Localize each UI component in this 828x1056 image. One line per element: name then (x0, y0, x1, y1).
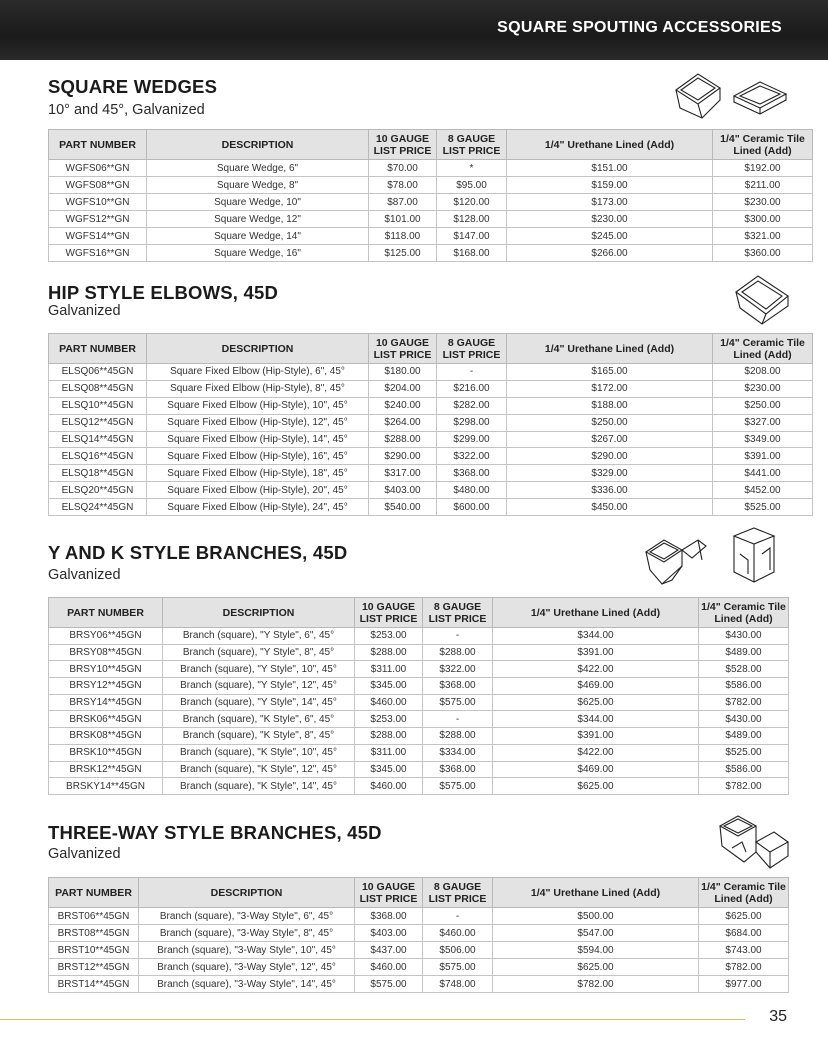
cell-ceramic-add: $782.00 (699, 778, 789, 795)
col-header-line: Lined (Add) (733, 348, 792, 361)
cell-part-number: ELSQ08**45GN (49, 380, 147, 397)
col-header-line: Lined (Add) (714, 612, 773, 625)
cell-ceramic-add: $230.00 (713, 194, 813, 211)
cell-description: Square Wedge, 16" (147, 245, 369, 262)
banner-title: SQUARE SPOUTING ACCESSORIES (497, 19, 782, 36)
table-row (49, 661, 789, 678)
cell-urethane-add: $625.00 (493, 959, 699, 976)
cell-8-gauge-price: $506.00 (423, 942, 493, 959)
col-header-10-gauge (355, 878, 423, 908)
col-header-line: LIST PRICE (442, 348, 501, 361)
col-header-8-gauge (437, 130, 507, 160)
table-header-row (49, 598, 789, 628)
cell-10-gauge-price: $460.00 (355, 694, 423, 711)
col-header-line: LIST PRICE (359, 892, 418, 905)
cell-ceramic-add: $391.00 (713, 448, 813, 465)
table-row (49, 177, 813, 194)
table-row (49, 364, 813, 381)
cell-part-number: WGFS06**GN (49, 160, 147, 177)
cell-ceramic-add: $211.00 (713, 177, 813, 194)
table-row (49, 959, 789, 976)
cell-8-gauge-price: $368.00 (437, 465, 507, 482)
col-header-line: Lined (Add) (714, 892, 773, 905)
cell-description: Square Fixed Elbow (Hip-Style), 24", 45° (147, 499, 369, 516)
cell-ceramic-add: $525.00 (713, 499, 813, 516)
cell-urethane-add: $172.00 (507, 380, 713, 397)
cell-urethane-add: $344.00 (493, 711, 699, 728)
price-table (48, 333, 813, 516)
table-row (49, 465, 813, 482)
cell-description: Branch (square), "Y Style", 6", 45° (163, 628, 355, 645)
cell-ceramic-add: $489.00 (699, 644, 789, 661)
cell-ceramic-add: $977.00 (699, 976, 789, 993)
three-way-branch-illustration-icon (716, 812, 792, 874)
table-header-row (49, 130, 813, 160)
cell-8-gauge-price: - (437, 364, 507, 381)
cell-urethane-add: $188.00 (507, 397, 713, 414)
table-row (49, 976, 789, 993)
cell-description: Square Wedge, 10" (147, 194, 369, 211)
cell-10-gauge-price: $118.00 (369, 228, 437, 245)
col-header-description: DESCRIPTION (163, 598, 355, 628)
cell-part-number: ELSQ18**45GN (49, 465, 147, 482)
table-row (49, 245, 813, 262)
table-row (49, 942, 789, 959)
col-header-line: 1/4" Ceramic Tile (701, 880, 786, 893)
table-row (49, 908, 789, 925)
cell-10-gauge-price: $288.00 (355, 644, 423, 661)
cell-description: Square Wedge, 6" (147, 160, 369, 177)
cell-8-gauge-price: $216.00 (437, 380, 507, 397)
cell-ceramic-add: $489.00 (699, 728, 789, 745)
cell-description: Square Wedge, 12" (147, 211, 369, 228)
section-hip-style-elbows (48, 282, 805, 517)
cell-part-number: BRSK12**45GN (49, 761, 163, 778)
cell-urethane-add: $344.00 (493, 628, 699, 645)
col-header-urethane: 1/4" Urethane Lined (Add) (493, 878, 699, 908)
cell-8-gauge-price: * (437, 160, 507, 177)
cell-part-number: BRSY06**45GN (49, 628, 163, 645)
cell-urethane-add: $329.00 (507, 465, 713, 482)
cell-urethane-add: $230.00 (507, 211, 713, 228)
cell-ceramic-add: $586.00 (699, 678, 789, 695)
cell-ceramic-add: $360.00 (713, 245, 813, 262)
page-number: 35 (769, 1008, 787, 1025)
cell-part-number: ELSQ24**45GN (49, 499, 147, 516)
cell-8-gauge-price: - (423, 908, 493, 925)
cell-10-gauge-price: $204.00 (369, 380, 437, 397)
cell-description: Square Fixed Elbow (Hip-Style), 16", 45° (147, 448, 369, 465)
cell-description: Square Fixed Elbow (Hip-Style), 8", 45° (147, 380, 369, 397)
cell-8-gauge-price: $299.00 (437, 431, 507, 448)
cell-10-gauge-price: $101.00 (369, 211, 437, 228)
cell-part-number: BRSY12**45GN (49, 678, 163, 695)
cell-8-gauge-price: $168.00 (437, 245, 507, 262)
cell-8-gauge-price: $128.00 (437, 211, 507, 228)
section-subtitle: Galvanized (48, 567, 121, 583)
cell-ceramic-add: $684.00 (699, 925, 789, 942)
cell-ceramic-add: $625.00 (699, 908, 789, 925)
page-header-banner (0, 0, 828, 60)
cell-part-number: ELSQ14**45GN (49, 431, 147, 448)
table-row (49, 711, 789, 728)
cell-part-number: WGFS12**GN (49, 211, 147, 228)
cell-part-number: ELSQ12**45GN (49, 414, 147, 431)
cell-ceramic-add: $430.00 (699, 711, 789, 728)
cell-urethane-add: $625.00 (493, 778, 699, 795)
cell-part-number: BRSK10**45GN (49, 744, 163, 761)
cell-urethane-add: $267.00 (507, 431, 713, 448)
cell-description: Square Fixed Elbow (Hip-Style), 12", 45° (147, 414, 369, 431)
cell-10-gauge-price: $345.00 (355, 678, 423, 695)
cell-ceramic-add: $300.00 (713, 211, 813, 228)
col-header-ceramic (699, 598, 789, 628)
cell-part-number: BRSY08**45GN (49, 644, 163, 661)
cell-description: Branch (square), "K Style", 8", 45° (163, 728, 355, 745)
cell-urethane-add: $290.00 (507, 448, 713, 465)
cell-description: Square Fixed Elbow (Hip-Style), 14", 45° (147, 431, 369, 448)
cell-ceramic-add: $321.00 (713, 228, 813, 245)
table-row (49, 448, 813, 465)
col-header-line: 10 GAUGE (375, 132, 430, 145)
col-header-line: LIST PRICE (359, 612, 418, 625)
cell-ceramic-add: $743.00 (699, 942, 789, 959)
cell-urethane-add: $782.00 (493, 976, 699, 993)
cell-8-gauge-price: $575.00 (423, 778, 493, 795)
cell-urethane-add: $266.00 (507, 245, 713, 262)
col-header-line: 1/4" Ceramic Tile (701, 600, 786, 613)
cell-part-number: BRSK08**45GN (49, 728, 163, 745)
cell-part-number: WGFS16**GN (49, 245, 147, 262)
cell-10-gauge-price: $78.00 (369, 177, 437, 194)
hip-elbow-illustration-icon (732, 272, 792, 326)
col-header-line: 8 GAUGE (433, 600, 482, 613)
col-header-line: 10 GAUGE (375, 336, 430, 349)
cell-part-number: WGFS14**GN (49, 228, 147, 245)
cell-8-gauge-price: $480.00 (437, 482, 507, 499)
cell-8-gauge-price: $575.00 (423, 694, 493, 711)
cell-8-gauge-price: $147.00 (437, 228, 507, 245)
cell-description: Branch (square), "3-Way Style", 8", 45° (139, 925, 355, 942)
cell-description: Square Fixed Elbow (Hip-Style), 10", 45° (147, 397, 369, 414)
table-row (49, 211, 813, 228)
cell-description: Square Fixed Elbow (Hip-Style), 6", 45° (147, 364, 369, 381)
col-header-line: 1/4" Ceramic Tile (720, 336, 805, 349)
col-header-8-gauge (423, 878, 493, 908)
price-table (48, 597, 789, 795)
section-title: HIP STYLE ELBOWS, 45D (48, 282, 279, 303)
cell-description: Branch (square), "Y Style", 14", 45° (163, 694, 355, 711)
cell-urethane-add: $469.00 (493, 761, 699, 778)
col-header-8-gauge (437, 334, 507, 364)
cell-urethane-add: $391.00 (493, 728, 699, 745)
cell-urethane-add: $594.00 (493, 942, 699, 959)
table-row (49, 380, 813, 397)
cell-10-gauge-price: $403.00 (355, 925, 423, 942)
y-k-branch-illustration-icon (636, 524, 792, 594)
table-row (49, 744, 789, 761)
cell-urethane-add: $245.00 (507, 228, 713, 245)
cell-8-gauge-price: $322.00 (423, 661, 493, 678)
cell-8-gauge-price: $334.00 (423, 744, 493, 761)
table-row (49, 694, 789, 711)
table-row (49, 499, 813, 516)
table-row (49, 397, 813, 414)
col-header-description: DESCRIPTION (139, 878, 355, 908)
cell-urethane-add: $391.00 (493, 644, 699, 661)
cell-part-number: BRST10**45GN (49, 942, 139, 959)
cell-urethane-add: $422.00 (493, 661, 699, 678)
cell-ceramic-add: $192.00 (713, 160, 813, 177)
cell-part-number: BRSK06**45GN (49, 711, 163, 728)
cell-part-number: BRSY14**45GN (49, 694, 163, 711)
table-header-row (49, 334, 813, 364)
cell-10-gauge-price: $403.00 (369, 482, 437, 499)
cell-ceramic-add: $349.00 (713, 431, 813, 448)
cell-part-number: BRSY10**45GN (49, 661, 163, 678)
table-row (49, 228, 813, 245)
section-subtitle: Galvanized (48, 846, 121, 862)
section-subtitle: Galvanized (48, 303, 121, 319)
cell-description: Branch (square), "3-Way Style", 6", 45° (139, 908, 355, 925)
col-header-part-number: PART NUMBER (49, 598, 163, 628)
cell-part-number: BRST06**45GN (49, 908, 139, 925)
section-title: THREE-WAY STYLE BRANCHES, 45D (48, 822, 382, 843)
table-row (49, 194, 813, 211)
cell-part-number: WGFS10**GN (49, 194, 147, 211)
cell-ceramic-add: $528.00 (699, 661, 789, 678)
col-header-10-gauge (355, 598, 423, 628)
cell-part-number: ELSQ06**45GN (49, 364, 147, 381)
col-header-line: LIST PRICE (428, 612, 487, 625)
cell-urethane-add: $336.00 (507, 482, 713, 499)
price-table (48, 129, 813, 262)
cell-8-gauge-price: $288.00 (423, 644, 493, 661)
cell-description: Branch (square), "Y Style", 12", 45° (163, 678, 355, 695)
cell-8-gauge-price: $95.00 (437, 177, 507, 194)
table-row (49, 728, 789, 745)
cell-ceramic-add: $250.00 (713, 397, 813, 414)
cell-10-gauge-price: $288.00 (355, 728, 423, 745)
cell-10-gauge-price: $125.00 (369, 245, 437, 262)
cell-part-number: ELSQ16**45GN (49, 448, 147, 465)
cell-10-gauge-price: $368.00 (355, 908, 423, 925)
col-header-line: 8 GAUGE (447, 132, 496, 145)
cell-description: Square Wedge, 14" (147, 228, 369, 245)
cell-urethane-add: $500.00 (493, 908, 699, 925)
col-header-ceramic (713, 130, 813, 160)
cell-part-number: ELSQ20**45GN (49, 482, 147, 499)
col-header-part-number: PART NUMBER (49, 878, 139, 908)
table-row (49, 678, 789, 695)
cell-description: Branch (square), "K Style", 14", 45° (163, 778, 355, 795)
cell-description: Branch (square), "3-Way Style", 14", 45° (139, 976, 355, 993)
col-header-line: 10 GAUGE (361, 880, 416, 893)
col-header-line: 8 GAUGE (433, 880, 482, 893)
footer-rule (0, 1019, 745, 1020)
cell-ceramic-add: $327.00 (713, 414, 813, 431)
col-header-10-gauge (369, 130, 437, 160)
cell-urethane-add: $165.00 (507, 364, 713, 381)
cell-description: Branch (square), "3-Way Style", 12", 45° (139, 959, 355, 976)
col-header-line: LIST PRICE (428, 892, 487, 905)
col-header-urethane: 1/4" Urethane Lined (Add) (507, 334, 713, 364)
cell-10-gauge-price: $288.00 (369, 431, 437, 448)
section-subtitle: 10° and 45°, Galvanized (48, 102, 205, 118)
table-row (49, 414, 813, 431)
cell-10-gauge-price: $253.00 (355, 711, 423, 728)
cell-urethane-add: $159.00 (507, 177, 713, 194)
col-header-part-number: PART NUMBER (49, 130, 147, 160)
col-header-line: 1/4" Ceramic Tile (720, 132, 805, 145)
cell-ceramic-add: $452.00 (713, 482, 813, 499)
table-header-row (49, 878, 789, 908)
col-header-line: 8 GAUGE (447, 336, 496, 349)
cell-urethane-add: $547.00 (493, 925, 699, 942)
col-header-urethane: 1/4" Urethane Lined (Add) (507, 130, 713, 160)
col-header-description: DESCRIPTION (147, 130, 369, 160)
cell-urethane-add: $625.00 (493, 694, 699, 711)
col-header-part-number: PART NUMBER (49, 334, 147, 364)
table-row (49, 925, 789, 942)
table-row (49, 482, 813, 499)
cell-8-gauge-price: $120.00 (437, 194, 507, 211)
cell-10-gauge-price: $311.00 (355, 744, 423, 761)
cell-8-gauge-price: $298.00 (437, 414, 507, 431)
cell-8-gauge-price: $368.00 (423, 761, 493, 778)
cell-10-gauge-price: $460.00 (355, 959, 423, 976)
cell-urethane-add: $250.00 (507, 414, 713, 431)
cell-8-gauge-price: $600.00 (437, 499, 507, 516)
price-table (48, 877, 789, 993)
col-header-ceramic (713, 334, 813, 364)
cell-8-gauge-price: $282.00 (437, 397, 507, 414)
cell-10-gauge-price: $253.00 (355, 628, 423, 645)
cell-ceramic-add: $230.00 (713, 380, 813, 397)
cell-urethane-add: $469.00 (493, 678, 699, 695)
cell-ceramic-add: $782.00 (699, 959, 789, 976)
cell-8-gauge-price: $575.00 (423, 959, 493, 976)
cell-part-number: BRSKY14**45GN (49, 778, 163, 795)
cell-10-gauge-price: $437.00 (355, 942, 423, 959)
table-row (49, 431, 813, 448)
cell-description: Branch (square), "3-Way Style", 10", 45° (139, 942, 355, 959)
cell-urethane-add: $173.00 (507, 194, 713, 211)
cell-10-gauge-price: $290.00 (369, 448, 437, 465)
cell-description: Square Fixed Elbow (Hip-Style), 20", 45° (147, 482, 369, 499)
cell-8-gauge-price: - (423, 628, 493, 645)
col-header-ceramic (699, 878, 789, 908)
cell-part-number: ELSQ10**45GN (49, 397, 147, 414)
col-header-line: LIST PRICE (373, 348, 432, 361)
cell-10-gauge-price: $317.00 (369, 465, 437, 482)
col-header-line: LIST PRICE (442, 144, 501, 157)
table-row (49, 761, 789, 778)
cell-part-number: BRST12**45GN (49, 959, 139, 976)
cell-8-gauge-price: $322.00 (437, 448, 507, 465)
col-header-urethane: 1/4" Urethane Lined (Add) (493, 598, 699, 628)
cell-10-gauge-price: $87.00 (369, 194, 437, 211)
cell-10-gauge-price: $264.00 (369, 414, 437, 431)
cell-10-gauge-price: $460.00 (355, 778, 423, 795)
cell-description: Branch (square), "Y Style", 10", 45° (163, 661, 355, 678)
col-header-8-gauge (423, 598, 493, 628)
section-title: Y AND K STYLE BRANCHES, 45D (48, 542, 348, 563)
cell-urethane-add: $450.00 (507, 499, 713, 516)
cell-8-gauge-price: $368.00 (423, 678, 493, 695)
cell-part-number: WGFS08**GN (49, 177, 147, 194)
cell-urethane-add: $151.00 (507, 160, 713, 177)
table-row (49, 160, 813, 177)
section-three-way-branches (48, 822, 788, 997)
col-header-10-gauge (369, 334, 437, 364)
square-wedge-illustration-icon (668, 68, 792, 120)
cell-ceramic-add: $208.00 (713, 364, 813, 381)
cell-description: Square Wedge, 8" (147, 177, 369, 194)
cell-8-gauge-price: $460.00 (423, 925, 493, 942)
cell-urethane-add: $422.00 (493, 744, 699, 761)
cell-10-gauge-price: $180.00 (369, 364, 437, 381)
cell-ceramic-add: $782.00 (699, 694, 789, 711)
table-row (49, 644, 789, 661)
section-title: SQUARE WEDGES (48, 76, 218, 97)
table-row (49, 628, 789, 645)
cell-ceramic-add: $430.00 (699, 628, 789, 645)
cell-ceramic-add: $586.00 (699, 761, 789, 778)
cell-part-number: BRST08**45GN (49, 925, 139, 942)
cell-description: Square Fixed Elbow (Hip-Style), 18", 45° (147, 465, 369, 482)
cell-10-gauge-price: $540.00 (369, 499, 437, 516)
table-row (49, 778, 789, 795)
cell-8-gauge-price: - (423, 711, 493, 728)
cell-10-gauge-price: $311.00 (355, 661, 423, 678)
cell-8-gauge-price: $288.00 (423, 728, 493, 745)
cell-10-gauge-price: $70.00 (369, 160, 437, 177)
col-header-description: DESCRIPTION (147, 334, 369, 364)
cell-description: Branch (square), "Y Style", 8", 45° (163, 644, 355, 661)
cell-description: Branch (square), "K Style", 10", 45° (163, 744, 355, 761)
cell-10-gauge-price: $575.00 (355, 976, 423, 993)
cell-ceramic-add: $525.00 (699, 744, 789, 761)
cell-10-gauge-price: $240.00 (369, 397, 437, 414)
cell-ceramic-add: $441.00 (713, 465, 813, 482)
cell-10-gauge-price: $345.00 (355, 761, 423, 778)
cell-description: Branch (square), "K Style", 12", 45° (163, 761, 355, 778)
col-header-line: 10 GAUGE (361, 600, 416, 613)
cell-part-number: BRST14**45GN (49, 976, 139, 993)
cell-description: Branch (square), "K Style", 6", 45° (163, 711, 355, 728)
cell-8-gauge-price: $748.00 (423, 976, 493, 993)
col-header-line: LIST PRICE (373, 144, 432, 157)
col-header-line: Lined (Add) (733, 144, 792, 157)
